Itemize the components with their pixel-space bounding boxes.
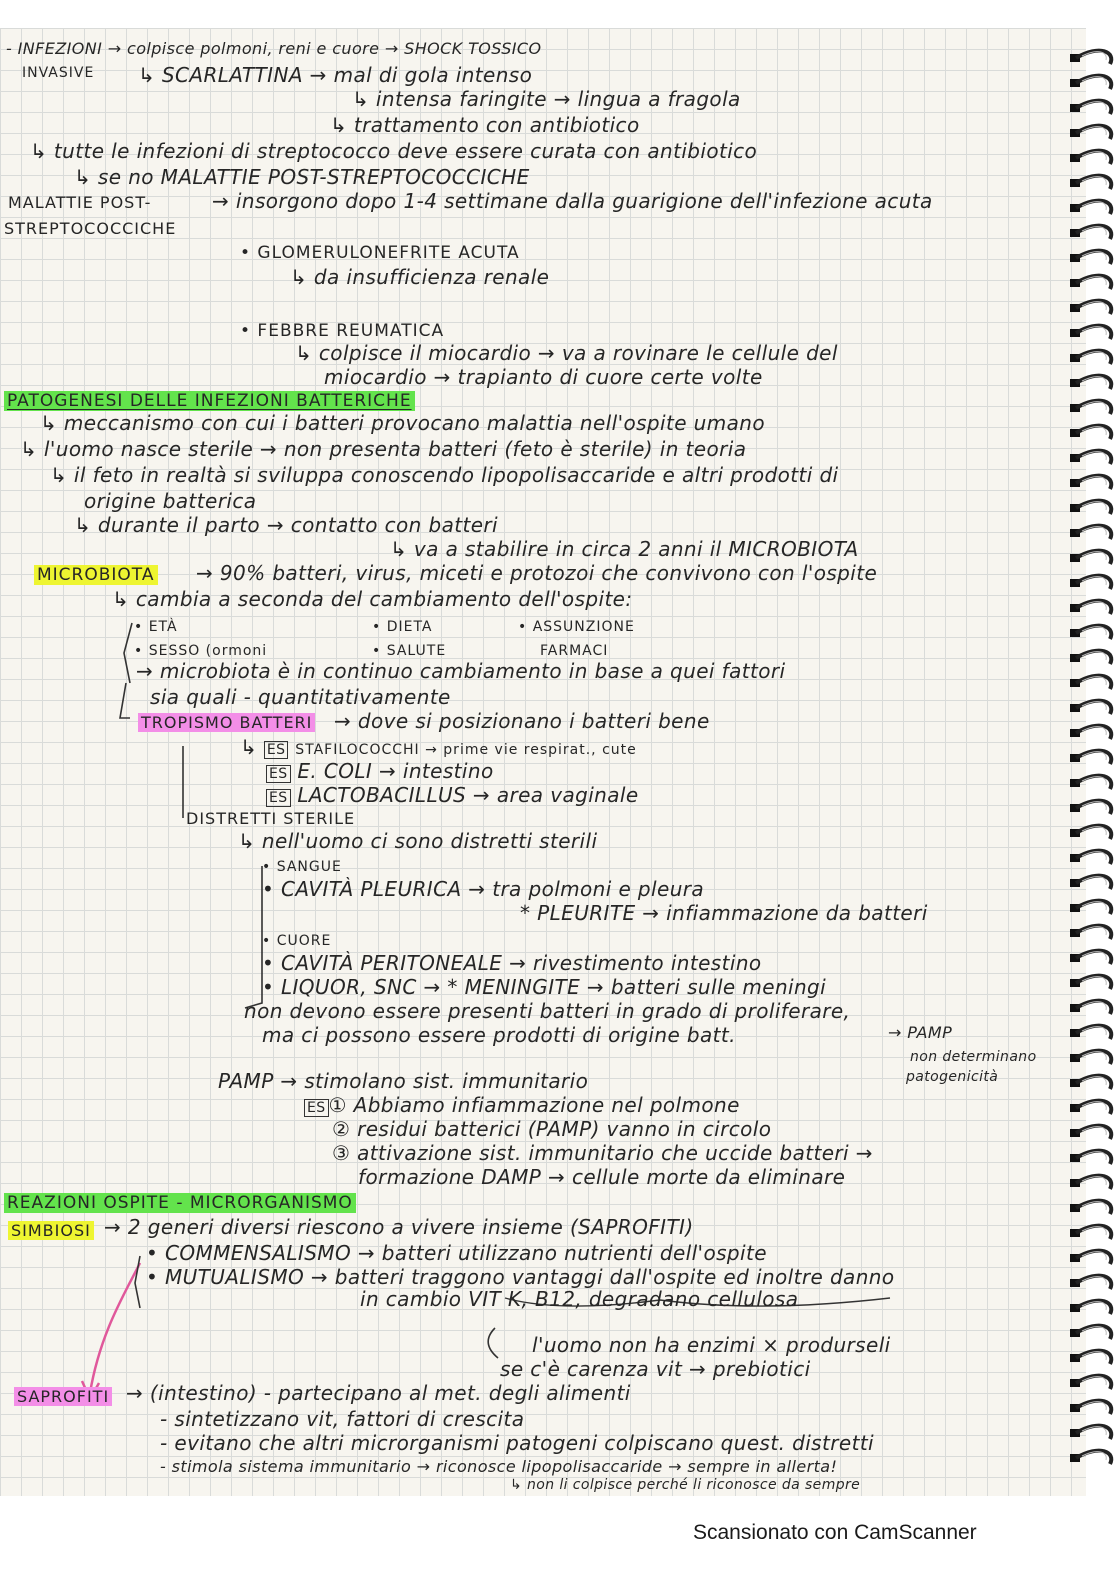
note-line: ↳ durante il parto → contatto con batteri	[74, 513, 499, 537]
note-line: DISTRETTI STERILE	[186, 809, 356, 828]
note-line: formazione DAMP → cellule morte da eliminare	[358, 1165, 846, 1189]
note-line: ↳ se no MALATTIE POST-STREPTOCOCCICHE	[74, 165, 530, 189]
note-line: • ETÀ	[134, 619, 178, 635]
note-line: • SESSO (ormoni	[134, 643, 268, 659]
note-line: ↳ nell'uomo ci sono distretti sterili	[238, 829, 598, 853]
section-heading-patogenesi: PATOGENESI DELLE INFEZIONI BATTERICHE	[4, 388, 415, 414]
note-line: • ASSUNZIONE	[518, 619, 635, 635]
note-line: - INFEZIONI → colpisce polmoni, reni e cuore → SHOCK TOSSICO	[6, 39, 542, 58]
note-line: miocardio → trapianto di cuore certe volte	[324, 365, 763, 389]
note-line: origine batterica	[84, 489, 257, 513]
note-line: ↳ intensa faringite → lingua a fragola	[352, 87, 741, 111]
note-line: • CAVITÀ PERITONEALE → rivestimento intestino	[262, 951, 762, 975]
note-line: → insorgono dopo 1-4 settimane dalla guarigione dell'infezione acuta	[212, 189, 933, 213]
note-line: STREPTOCOCCICHE	[4, 219, 177, 238]
note-line: ↳ l'uomo nasce sterile → non presenta batteri (feto è sterile) in teoria	[20, 437, 747, 461]
note-line: • LIQUOR, SNC → * MENINGITE → batteri sulle meningi	[262, 975, 827, 999]
note-line: → microbiota è in continuo cambiamento in base a quei fattori	[136, 659, 786, 683]
example-line: ES ① Abbiamo infiammazione nel polmone	[304, 1092, 740, 1121]
note-line: sia quali - quantitativamente	[150, 685, 451, 709]
note-line: MALATTIE POST-	[8, 193, 152, 212]
note-line: • DIETA	[372, 619, 433, 635]
note-line: → (intestino) - partecipano al met. degli alimenti	[126, 1381, 631, 1405]
example-line: ES E. COLI → intestino	[266, 758, 494, 787]
note-line: ↳ cambia a seconda del cambiamento dell'ospite:	[112, 587, 633, 611]
note-line: • FEBBRE REUMATICA	[240, 321, 445, 341]
note-line: se c'è carenza vit → prebiotici	[500, 1357, 811, 1381]
note-line: l'uomo non ha enzimi × produrseli	[532, 1333, 891, 1357]
heading-tropismo: TROPISMO BATTERI	[138, 710, 315, 736]
notebook-page	[0, 28, 1086, 1496]
note-line: ma ci possono essere prodotti di origine batt.	[262, 1023, 736, 1047]
note-line: • SALUTE	[372, 643, 447, 659]
note-line: non determinano	[910, 1049, 1037, 1065]
note-line: • CUORE	[262, 933, 332, 949]
note-line: → 2 generi diversi riescono a vivere insieme (SAPROFITI)	[104, 1215, 694, 1239]
note-line: INVASIVE	[22, 65, 95, 81]
note-line: ↳ il feto in realtà si sviluppa conoscendo lipopolisaccaride e altri prodotti di	[50, 463, 839, 487]
heading-saprofiti: SAPROFITI	[14, 1384, 112, 1410]
note-line: → PAMP	[888, 1023, 953, 1042]
note-line: ↳ va a stabilire in circa 2 anni il MICROBIOTA	[390, 537, 859, 561]
example-line: ES LACTOBACILLUS → area vaginale	[266, 782, 639, 811]
note-line: ③ attivazione sist. immunitario che uccide batteri →	[332, 1141, 873, 1165]
note-line: - evitano che altri microrganismi patogeni colpiscano quest. distretti	[160, 1431, 875, 1455]
note-line: in cambio VIT K, B12, degradano cellulosa	[360, 1287, 799, 1311]
note-line: ↳ colpisce il miocardio → va a rovinare le cellule del	[295, 341, 838, 365]
heading-simbiosi: SIMBIOSI	[8, 1218, 94, 1244]
note-line: patogenicità	[906, 1069, 999, 1085]
section-heading-reazioni: REAZIONI OSPITE - MICRORGANISMO	[4, 1190, 356, 1216]
note-line: - sintetizzano vit, fattori di crescita	[160, 1407, 525, 1431]
note-line: ↳ tutte le infezioni di streptococco deve essere curata con antibiotico	[30, 139, 758, 163]
note-line: FARMACI	[540, 643, 609, 659]
note-line: PAMP → stimolano sist. immunitario	[218, 1069, 589, 1093]
note-line: → dove si posizionano i batteri bene	[334, 709, 710, 733]
note-line: ↳ trattamento con antibiotico	[330, 113, 640, 137]
heading-microbiota: MICROBIOTA	[34, 562, 158, 588]
note-line: - stimola sistema immunitario → riconosce lipopolisaccaride → sempre in allerta!	[160, 1457, 838, 1476]
note-line: ↳ SCARLATTINA → mal di gola intenso	[138, 63, 533, 87]
note-line: ↳ da insufficienza renale	[290, 265, 550, 289]
note-line: • CAVITÀ PLEURICA → tra polmoni e pleura	[262, 877, 705, 901]
note-line: * PLEURITE → infiammazione da batteri	[520, 901, 928, 925]
note-line: • GLOMERULONEFRITE ACUTA	[240, 243, 520, 263]
note-line: • MUTUALISMO → batteri traggono vantaggi dall'ospite ed inoltre danno	[146, 1265, 895, 1289]
note-line: non devono essere presenti batteri in grado di proliferare,	[244, 999, 851, 1023]
example-line: ↳ ES STAFILOCOCCHI → prime vie respirat., cute	[240, 735, 637, 759]
note-line: • SANGUE	[262, 859, 342, 875]
note-line: ↳ meccanismo con cui i batteri provocano malattia nell'ospite umano	[40, 411, 766, 435]
note-line: ↳ non li colpisce perché li riconosce da sempre	[510, 1477, 861, 1493]
note-line: → 90% batteri, virus, miceti e protozoi che convivono con l'ospite	[196, 561, 878, 585]
note-line: ② residui batterici (PAMP) vanno in circolo	[332, 1117, 772, 1141]
scanner-watermark: Scansionato con CamScanner	[693, 1521, 977, 1544]
spiral-binding	[1060, 40, 1116, 1480]
note-line: • COMMENSALISMO → batteri utilizzano nutrienti dell'ospite	[146, 1241, 767, 1265]
